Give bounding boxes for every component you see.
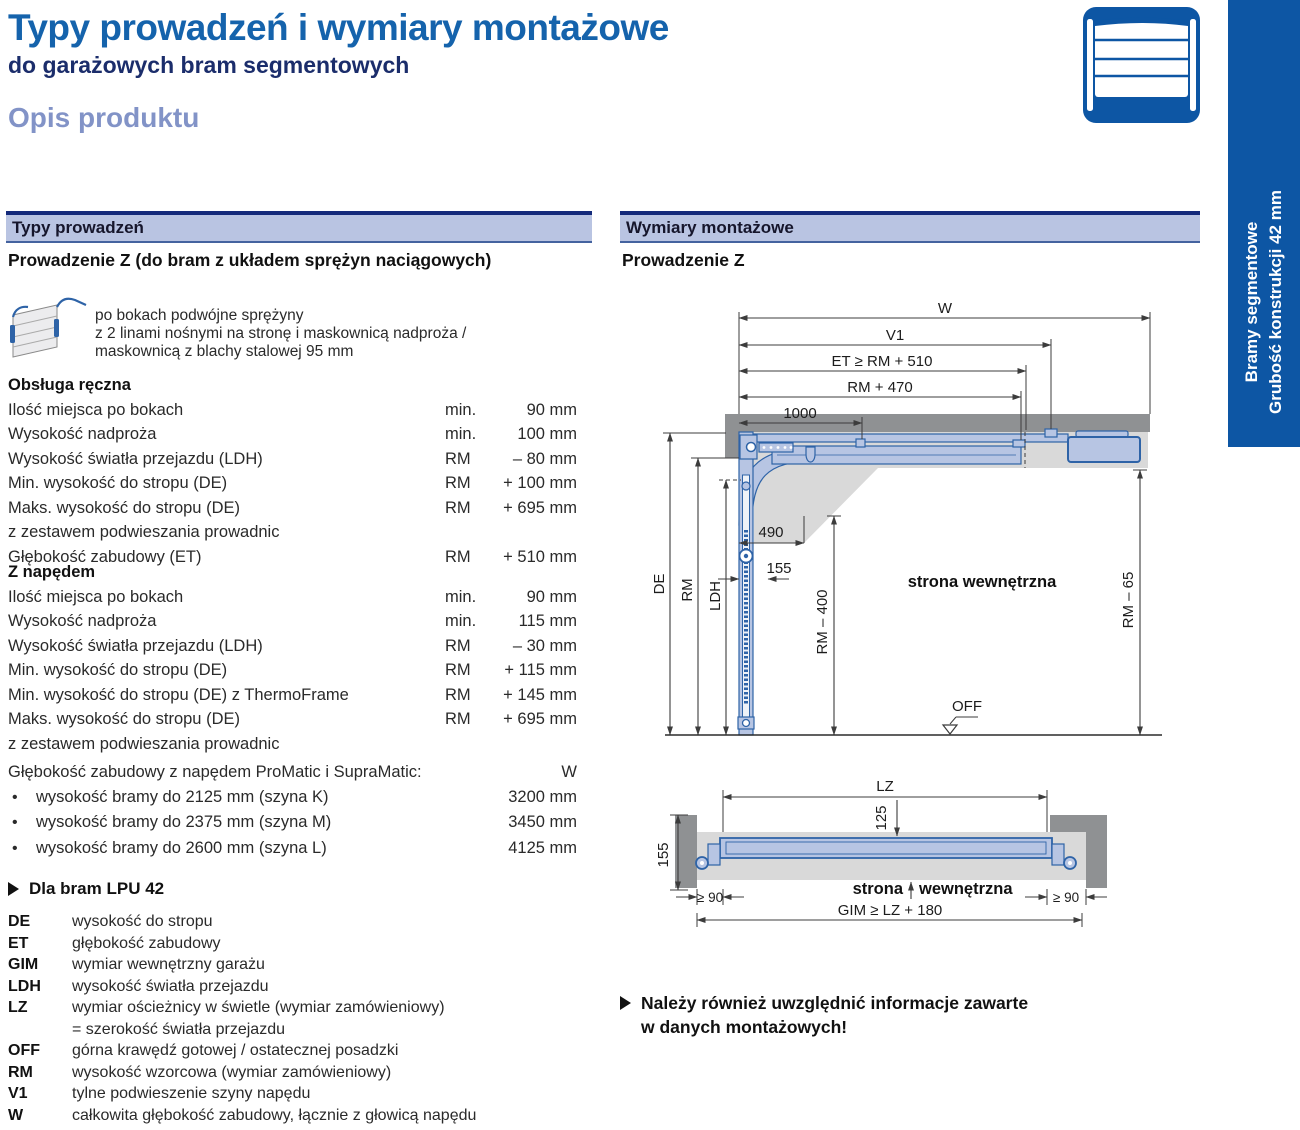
dim-label-155: 155 bbox=[655, 842, 672, 868]
side-tab-line1: Bramy segmentowe bbox=[1242, 221, 1261, 382]
dim-label-rm470: RM + 470 bbox=[847, 379, 913, 396]
side-tab-line2: Grubość konstrukcji 42 mm bbox=[1266, 189, 1285, 414]
note-line: w danych montażowych! bbox=[641, 1017, 848, 1037]
left-track-bracket bbox=[708, 844, 720, 865]
dim-label-ldh: LDH bbox=[707, 580, 724, 612]
door-panel bbox=[720, 838, 1052, 858]
dim-label-rm65: RM – 65 bbox=[1120, 571, 1137, 629]
powered-table-title: Z napędem bbox=[8, 563, 96, 581]
lpu42-note bbox=[8, 879, 164, 899]
legend-row: RM wysokość wzorcowa (wymiar zamówieniowy) bbox=[8, 1063, 392, 1081]
spring-door-icon bbox=[5, 295, 89, 364]
table-row: Wysokość nadproża min. 100 mm bbox=[8, 425, 577, 443]
list-item: • wysokość bramy do 2600 mm (szyna L) 4125 mm bbox=[8, 836, 577, 862]
table-row: Maks. wysokość do stropu (DE) RM + 695 mm bbox=[8, 498, 577, 517]
w-column-label: W bbox=[561, 763, 577, 781]
plan-section-drawing bbox=[620, 770, 1210, 955]
dim-label-490: 490 bbox=[758, 524, 784, 541]
legend-row: OFF górna krawędź gotowej / ostatecznej posadzki bbox=[8, 1042, 399, 1059]
section-header-mounting-dimensions bbox=[620, 211, 1200, 243]
table-row: Ilość miejsca po bokach min. 90 mm bbox=[8, 587, 577, 606]
abbreviation-legend bbox=[8, 911, 583, 1126]
legend-row: LZ wymiar ościeżnicy w świetle (wymiar zamówieniowy) bbox=[8, 999, 445, 1016]
list-item: • wysokość bramy do 2125 mm (szyna K) 3200 mm bbox=[8, 785, 577, 811]
dim-label-ge90-right: ≥ 90 bbox=[1052, 890, 1080, 905]
dim-label-1000: 1000 bbox=[783, 405, 817, 422]
right-track-bracket bbox=[1052, 844, 1064, 865]
hanger-bell bbox=[806, 447, 815, 462]
dim-label-ge90-left: ≥ 90 bbox=[696, 890, 724, 905]
table-row: Głębokość zabudowy (ET) RM + 510 mm bbox=[8, 547, 577, 566]
operator-head bbox=[1068, 437, 1140, 462]
dim-label-155: 155 bbox=[766, 560, 792, 577]
dim-label-lz: LZ bbox=[876, 778, 894, 795]
legend-row: ET głębokość zabudowy bbox=[8, 934, 221, 952]
table-row: Min. wysokość do stropu (DE) RM + 115 mm bbox=[8, 661, 577, 679]
table-row: Wysokość światła przejazdu (LDH) RM – 30 mm bbox=[8, 636, 577, 655]
table-row: Min. wysokość do stropu (DE) RM + 100 mm bbox=[8, 474, 577, 492]
off-level-icon bbox=[950, 717, 978, 724]
track-z-description bbox=[95, 307, 595, 361]
bullet-icon bbox=[8, 785, 36, 811]
page-section-title: Opis produktu bbox=[8, 102, 200, 133]
side-tab-label bbox=[1240, 190, 1288, 414]
triangle-icon bbox=[8, 882, 19, 896]
table-row: Ilość miejsca po bokach min. 90 mm bbox=[8, 400, 577, 419]
dim-label-rm400: RM – 400 bbox=[814, 589, 831, 655]
table-row: z zestawem podwieszania prowadnic bbox=[8, 734, 280, 753]
table-row: Wysokość światła przejazdu (LDH) RM – 80 mm bbox=[8, 449, 577, 468]
inner-side-label-1: strona bbox=[852, 880, 903, 898]
table-row: Wysokość nadproża min. 115 mm bbox=[8, 612, 577, 630]
section-header-track-types bbox=[6, 211, 592, 243]
side-tab bbox=[1228, 0, 1300, 447]
rail-hanger bbox=[856, 439, 865, 447]
roller bbox=[742, 482, 750, 490]
legend-row: DE wysokość do stropu bbox=[8, 913, 213, 930]
legend-row: = szerokość światła przejazdu bbox=[72, 1020, 285, 1038]
description-line: z 2 linami nośnymi na stronę i maskownicą nadproża / bbox=[95, 325, 467, 342]
off-label: OFF bbox=[952, 698, 982, 715]
legend-row: LDH wysokość światła przejazdu bbox=[8, 977, 269, 995]
page-header bbox=[8, 6, 1058, 134]
section-header-track-types-label: Typy prowadzeń bbox=[12, 218, 144, 237]
dim-label-v1: V1 bbox=[885, 327, 905, 344]
table-row: Min. wysokość do stropu (DE) z ThermoFrame RM + 145 mm bbox=[8, 685, 577, 704]
note-line: Należy również uwzględnić informacje zawarte bbox=[641, 993, 1029, 1013]
v1-suspension-clamp bbox=[1045, 429, 1057, 437]
side-section-drawing bbox=[620, 290, 1210, 755]
manual-table-title: Obsługa ręczna bbox=[8, 376, 131, 394]
section-header-mounting-dimensions-label: Wymiary montażowe bbox=[626, 218, 794, 237]
bullet-icon bbox=[8, 836, 36, 862]
dim-label-w: W bbox=[937, 300, 953, 317]
mounting-z-heading: Prowadzenie Z bbox=[622, 250, 745, 270]
depth-heading-row: Głębokość zabudowy z napędem ProMatic i SupraMatic: W bbox=[8, 760, 577, 785]
powered-operation-table bbox=[8, 560, 577, 756]
table-row: Maks. wysokość do stropu (DE) RM + 695 mm bbox=[8, 710, 577, 728]
dim-label-rm: RM bbox=[679, 578, 696, 602]
lpu42-note-label: Dla bram LPU 42 bbox=[29, 879, 165, 898]
legend-row: W całkowita głębokość zabudowy, łącznie z głowicą napędu bbox=[8, 1106, 477, 1124]
sectional-door-icon bbox=[1083, 7, 1200, 128]
description-line: po bokach podwójne sprężyny bbox=[95, 307, 304, 324]
legend-row: V1 tylne podwieszenie szyny napędu bbox=[8, 1085, 311, 1102]
dim-label-gim: GIM ≥ LZ + 180 bbox=[837, 902, 943, 919]
table-row: z zestawem podwieszania prowadnic bbox=[8, 523, 280, 541]
dim-label-et: ET ≥ RM + 510 bbox=[831, 353, 933, 370]
page-subtitle: do garażowych bram segmentowych bbox=[8, 52, 410, 78]
track-z-heading: Prowadzenie Z (do bram z układem sprężyn naciągowych) bbox=[8, 250, 492, 270]
legend-row: GIM wymiar wewnętrzny garażu bbox=[8, 956, 265, 973]
list-item: • wysokość bramy do 2375 mm (szyna M) 3450 mm bbox=[8, 810, 577, 836]
bullet-icon bbox=[8, 810, 36, 836]
mounting-data-note bbox=[620, 991, 1190, 1039]
triangle-icon bbox=[620, 996, 631, 1010]
operator-depth-list bbox=[8, 760, 577, 861]
rail-end-bracket bbox=[1013, 440, 1025, 447]
inner-side-label: strona wewnętrzna bbox=[907, 573, 1057, 591]
manual-operation-table bbox=[8, 373, 577, 569]
dim-label-125: 125 bbox=[873, 805, 890, 831]
description-line: maskownicą z blachy stalowej 95 mm bbox=[95, 343, 354, 360]
dim-label-de: DE bbox=[651, 573, 668, 595]
page-title: Typy prowadzeń i wymiary montażowe bbox=[8, 7, 669, 48]
inner-side-label-2: wewnętrzna bbox=[919, 880, 1013, 898]
